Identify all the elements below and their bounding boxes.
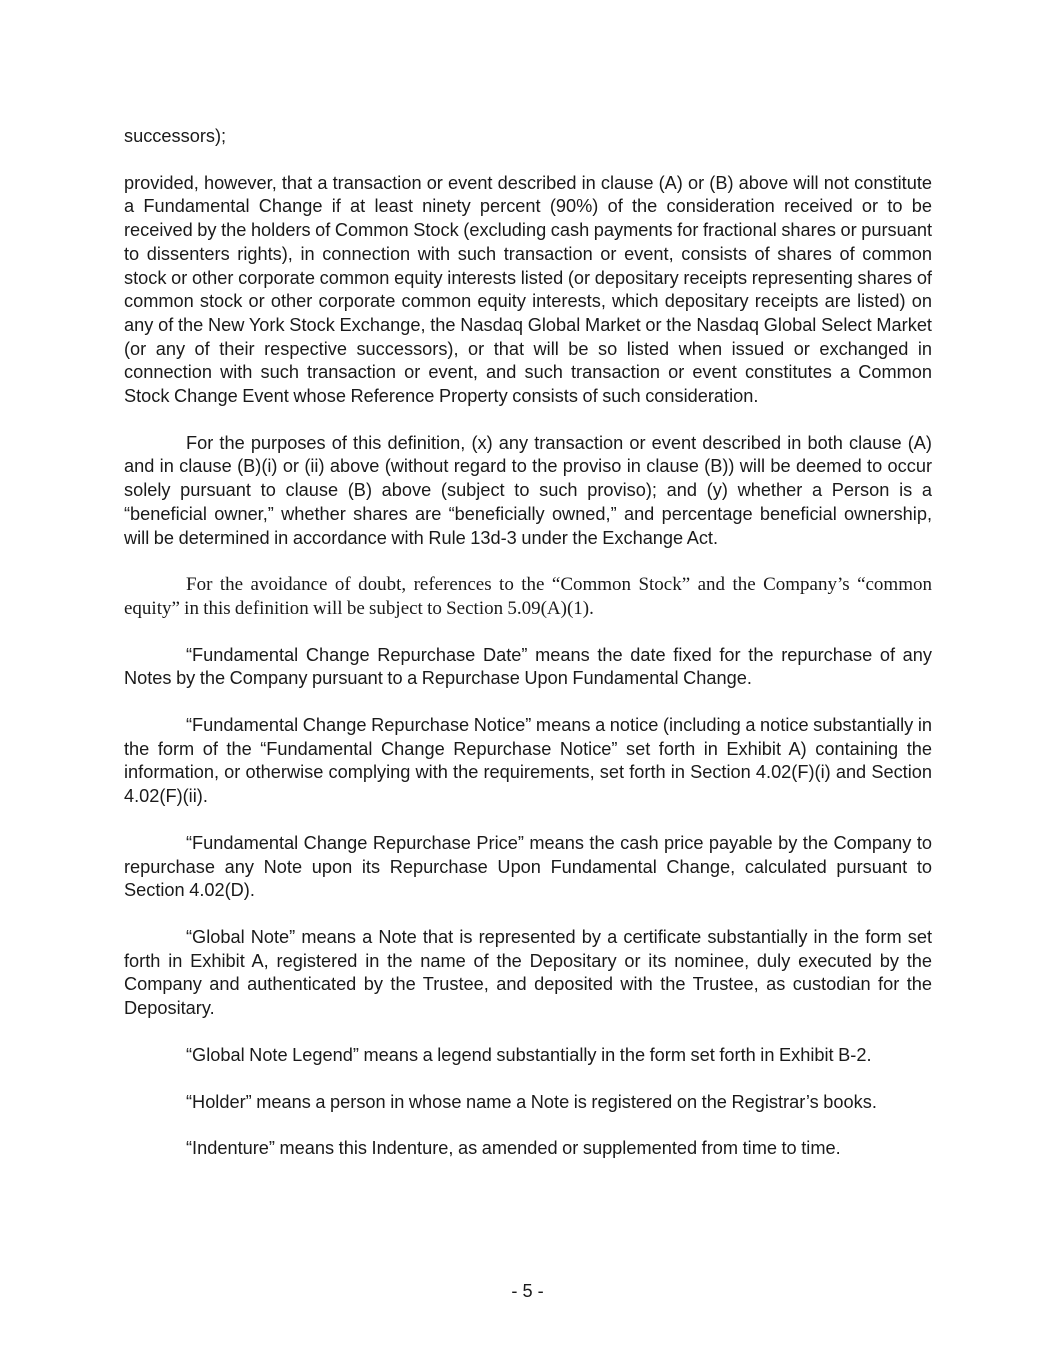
paragraph-avoidance-of-doubt: For the avoidance of doubt, references to the “Common Stock” and the Company’s “common equity” in this definition will be subject to Section 5.09(A)(1). [124,574,932,619]
paragraph-proviso: provided, however, that a transaction or event described in clause (A) or (B) above will not constitute a Fundamental Change if at least ninety percent (90%) of the consideration received or to be received by the holders of Common Stock (excluding cash payments for fractional shares or pursuant to dissenters rights), in connection with such transaction or event, consists of shares of common stock or other corporate common equity interests listed (or depositary receipts representing shares of common stock or other corporate common equity interests, which depositary receipts are listed) on any of the New York Stock Exchange, the Nasdaq Global Market or the Nasdaq Global Select Market (or any of their respective successors), or that will be so listed when issued or exchanged in connection with such transaction or event, and such transaction or event constitutes a Common Stock Change Event whose Reference Property consists of such consideration. [124,172,932,407]
document-page [124,125,932,1184]
paragraph-successors: successors); [124,126,227,146]
definition-holder: “Holder” means a person in whose name a Note is registered on the Registrar’s books. [186,1091,877,1112]
paragraph-purposes: For the purposes of this definition, (x) any transaction or event described in both clause (A) and in clause (B)(i) or (ii) above (without regard to the proviso in clause (B)) will be deemed to occur solely pursuant to clause (B) above (subject to such proviso); and (y) whether a Person is a “beneficial owner,” whether shares are “beneficially owned,” and percentage beneficial ownership, will be determined in accordance with Rule 13d-3 under the Exchange Act. [124,432,932,548]
definition-indenture: “Indenture” means this Indenture, as amended or supplemented from time to time. [186,1138,841,1159]
definition-repurchase-date: “Fundamental Change Repurchase Date” means the date fixed for the repurchase of any Notes by the Company pursuant to a Repurchase Upon Fundamental Change. [124,644,932,689]
page-number: - 5 - [511,1281,544,1301]
definition-repurchase-notice: “Fundamental Change Repurchase Notice” means a notice (including a notice substantially in the form of the “Fundamental Change Repurchase Notice” set forth in Exhibit A) containing the information, or otherwise complying with the requirements, set forth in Section 4.02(F)(i) and Section 4.02(F)(ii). [124,715,932,807]
definition-global-note-legend: “Global Note Legend” means a legend substantially in the form set forth in Exhibit B-2. [186,1044,872,1065]
definition-repurchase-price: “Fundamental Change Repurchase Price” means the cash price payable by the Company to repurchase any Note upon its Repurchase Upon Fundamental Change, calculated pursuant to Section 4.02(D). [124,832,932,901]
definition-global-note: “Global Note” means a Note that is represented by a certificate substantially in the form set forth in Exhibit A, registered in the name of the Depositary or its nominee, duly executed by the Company and authenticated by the Trustee, and deposited with the Trustee, as custodian for the Depositary. [124,926,932,1019]
